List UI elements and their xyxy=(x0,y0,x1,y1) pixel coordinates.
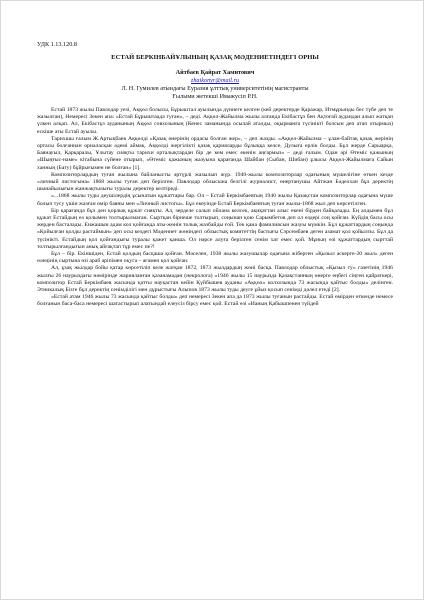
document-content xyxy=(37,41,393,309)
udk-code: УДК 1.13.120.8 xyxy=(37,41,77,48)
paragraph: Ал, ұзақ жылдар бойы қатар көрсетіліп келе жатқан 1872, 1873 жылдардың жөні басқа. Павлодар облыстық «Қызыл ту» газетінің 1946 жылғы 26 наурыздағы нөмірінде жарияланған қазанамадан (некролога) «1946 жылы 15 наурызда Қазақстанның өнерге еңбегі сіңген қайраткері, композитор Естай Беркімбаев жасында қатты науқастан кейін Қүйбышев ауданы «Аққөл» колхозында 73 жасында қайтыс болды» делінген. Этникалық Бізге бұл деректің сенімділігі мен дұрыстығы Алыпов 1873 жылы туды деуге ұйыз қосып сенімді дәлел етеді [2]. xyxy=(37,265,393,294)
article-body xyxy=(37,107,393,309)
paragraph: Тарихшы ғалым Ж.Артықбаев Аққөлді «Қазақ өнерінің ордасы болған жер», – деп жазды. «Аққөл-Жайылма – ұлан-байтақ қазақ жерінің ортасы болғаннан орналасқан әдемі аймақ. Аққөлді жергілікті қазақ қарияларды бұлыққа келсе, Дулыға ерлік болды. Бұл жерде Сарыарқа, Баянауыл, Қарқаралы, Ұлытау сияқты тарихи орталықтардан бір де кем емес екенін аңғармыз» – деді ғалым. Одан әрі Өтеміс қажының «Шыңғыс-наме» кітабына сүйене отырып, «Өтеміс қажының жазуына қарағанда Шайбан (Сыбан, Шибан) ұлысы Аққөл-Жайылмаға Сайын ханның (Бату) бұйрығымен не болған» [1]. xyxy=(37,135,393,171)
author-affiliation: Л. Н. Гумилев атындағы Еуразия ұлттық университетінің магистранты xyxy=(121,85,309,92)
paragraph: «Естай атам 1946 жылы 73 жасында қайтыс болды» деп немересі Зекен апа да 1873 жылы туғанын растайды. Естай өмірден өткенде немесе болғанын баса-баса немересі шатастырып алатындай елеусіз бірсу емес қой. Естай өзі «Ианың Қабышпенен түйдей xyxy=(37,294,393,308)
paragraph: Бұл – бір. Екіншіден, Естай қолдың басқаша қойған. Мәселен, 1938 жылы жазушылар одағына жіберген «Қызыл әскерге-20 жыл» деген өлеңінің сыртына өзі араб әріпімен оқуга – ағамен қол қойған. xyxy=(37,251,393,265)
paragraph: «...1868 жылы туды деушілердің ұсынатын құжаттары бар. Ол – Естай Беркімбаевтың 1940 жылы Қазақстан композиторлар одағына мүше болып тусу үшін жазған өмір баяны мен «Личный листогы». Бұл екеуінде Естай Беркімбаевтың туған жылы-1868 жыл деп көрсетілген. xyxy=(37,193,393,207)
scientific-supervisor: Ғылыми жетекші Имажусіп Р.Н. xyxy=(172,93,258,100)
author-name: Айтбаев Қайрат Хамитович xyxy=(175,69,255,76)
article-title: ЕСТАЙ БЕРКІНБАЙҰЛЫНЫҢ ҚАЗАҚ МӘДЕНИЕТІНДЕГІ ОРНЫ xyxy=(111,54,319,61)
paragraph: Естай 1873 жылы Павлодар уезі, Аққөл болысы, Бұрыштал ауылында дүниеге келген (кей деректерде Қаражар, Итмұрынды бес түбе деп те жазылған), Немересі Зекен апа: «Естай Бұрыштаада туған», – деді. Аққөл-Жайылма жылы алғанда Екібастұз бен Ақтоғай аудандан алып жатқан үлкен алқап. Ал, Екібастұз ауданының Аққөл совхозының (Кенес заманында осылай аталды, оқырманға түсінікті болсын деп атап отырмыз) ескіше аты Естай ауылы. xyxy=(37,107,393,135)
author-email-link[interactable]: zhaikonyr@mail.ru xyxy=(190,77,240,84)
paragraph: Композиторлардың туған жылына байланысты әртүрлі жазылып жүр. 1940-жылы композиторлар одағының мүшелігіне өткен кезде «личный листогына» 1868 жылы туған деп берілген. Павлодар облысына белгілі журналист, өнертанушы Айтжан Бәделхан бұл деректің шынайылығын жанжақтылығы туралы деректер келтіреді. xyxy=(37,171,393,193)
paragraph: Бір қарағанда бұл ден қорлық құжат сияқты. Ал, зерделе салып ойлана келсек, ақиқаттан алыс екені бірден байқалады. Ең алдымен бұл құжат Естайдың өз қолымен толтырылмаған. Сыртқан бірнеше толтырып, соңынан қою Сарымбетов деп ол өздері соң қойған. Күйдің басы осы жерден басталады. Енжашын адам кол қойғанда аты-жөнін толық жазбайды ғой. Тек қана фамилиясын жазуы мүмкін. Бұл құжаттардың соңында «Қойылған қолды растаймын» деп осы кездегі Мәдениет жөніндегі облыстық комитеттің бастығы Сэрсембаев деген азамат қол қойылты. Бұл да түсінікті. Естайдың қол қойғандығы туралы қажет қанша. Ол нәрсе алуға берілген сенім хат емес қой. Мұның өзі құжаттардың сырттай толтырылғандығын анық айғақтап тұр емес пе?! xyxy=(37,207,393,250)
